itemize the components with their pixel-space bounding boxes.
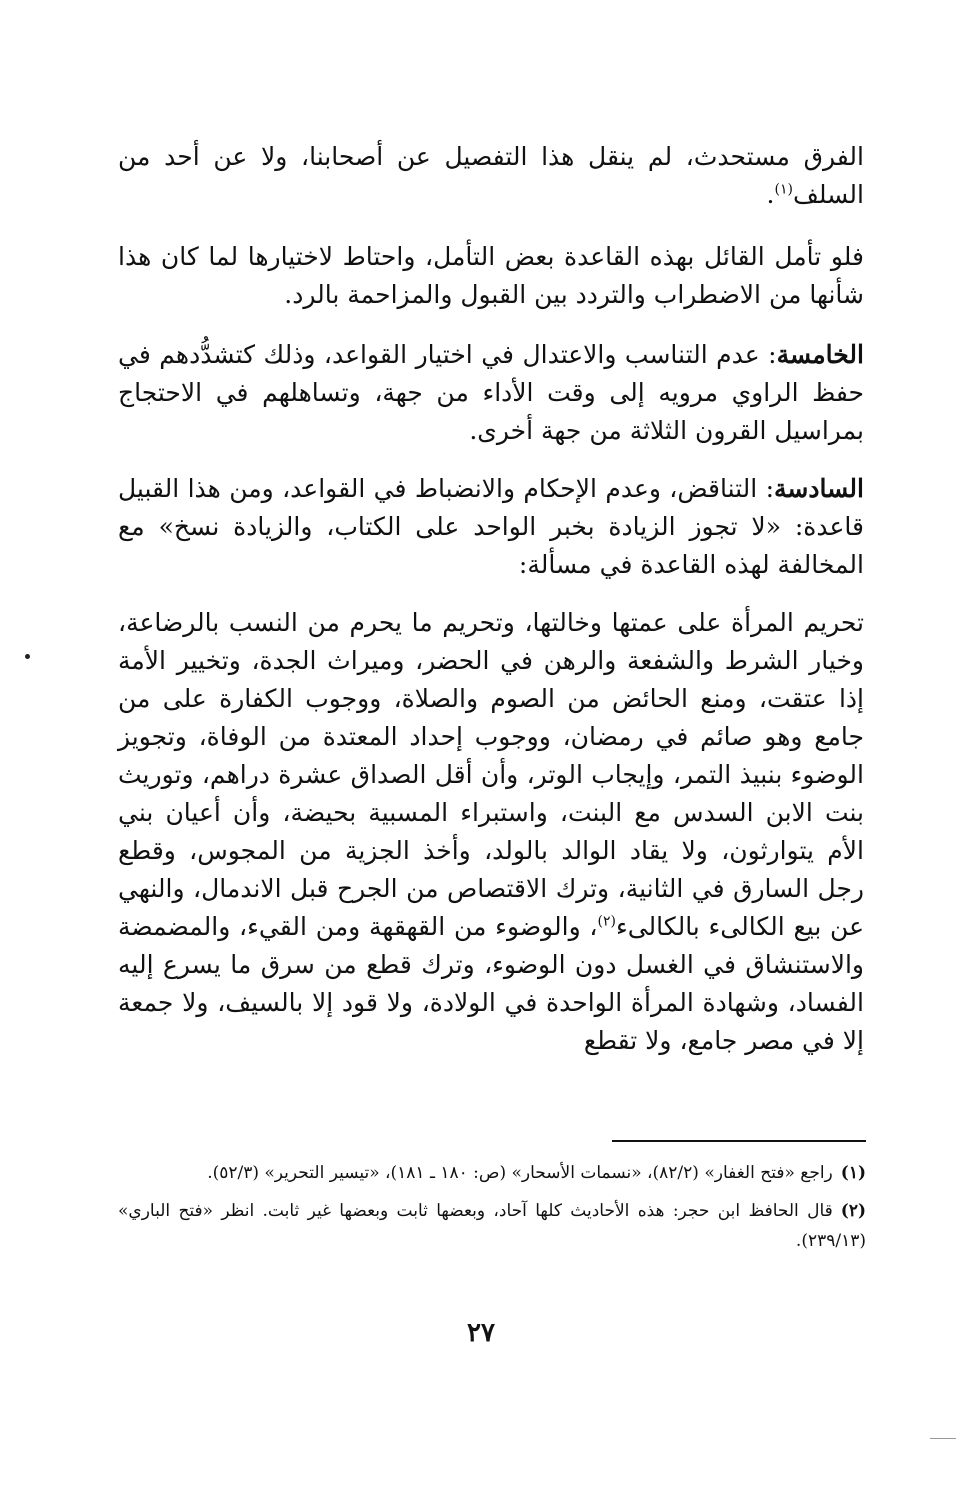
paragraph-list-text-a: تحريم المرأة على عمتها وخالتها، وتحريم ما يحرم من النسب بالرضاعة، وخيار الشرط والشفعة والرهن في الحضر، وميراث الجدة، وتخيير الأمة إذا عتقت، ومنع الحائض من الصوم والصلاة، ووجوب الكفارة على من جامع وهو صائم في رمضان، ووجوب إحداد المعتدة من الوفاة، وتجويز الوضوء بنبيذ التمر، وإيجاب الوتر، وأن أقل الصداق عشرة دراهم، وتوريث بنت الابن السدس مع البنت، واستبراء المسبية بحيضة، وأن أعيان بني الأم يتوارثون، ولا يقاد الوالد بالولد، وأخذ الجزية من المجوس، وقطع رجل السارق في الثانية، وترك الاقتصاص من الجرح قبل الاندمال، والنهي عن بيع الكالىء بالكالىء <box>118 608 864 941</box>
paragraph-sixth-text: : التناقض، وعدم الإحكام والانضباط في القواعد، ومن هذا القبيل قاعدة: «لا تجوز الزيادة بخبر الواحد على الكتاب، والزيادة نسخ» مع المخالفة لهذه القاعدة في مسألة: <box>118 474 864 579</box>
footnote-separator <box>612 1140 866 1142</box>
footnote-1-text: راجع «فتح الغفار» (٨٢/٢)، «نسمات الأسحار» (ص: ١٨٠ ـ ١٨١)، «تيسير التحرير» (٥٢/٣). <box>207 1163 833 1183</box>
heading-sixth: السادسة <box>774 474 864 503</box>
margin-dot <box>25 654 30 659</box>
paragraph-list-text-b: ، والوضوء من القهقهة ومن القيء، والمضمضة والاستنشاق في الغسل دون الوضوء، وترك قطع من سرق ما يسرع إليه الفساد، وشهادة المرأة الواحدة في الولادة، ولا قود إلا بالسيف، ولا جمعة إلا في مصر جامع، ولا تقطع <box>118 912 864 1055</box>
page-number: ٢٧ <box>467 1318 495 1348</box>
footnote-1-number: (١) <box>840 1163 866 1183</box>
paragraph-2: فلو تأمل القائل بهذه القاعدة بعض التأمل، واحتاط لاختيارها لما كان هذا شأنها من الاضطراب والتردد بين القبول والمزاحمة بالرد. <box>118 242 864 309</box>
footnote-ref-2[interactable]: (٢) <box>597 913 616 930</box>
footnotes <box>118 1158 866 1264</box>
paragraph-1 <box>118 138 864 214</box>
paragraph-fifth <box>118 336 864 450</box>
footnote-2-text: قال الحافظ ابن حجر: هذه الأحاديث كلها آحاد، وبعضها ثابت وبعضها غير ثابت. انظر «فتح الباري» (٢٣٩/١٣). <box>118 1201 866 1251</box>
footnote-2-number: (٢) <box>840 1201 866 1221</box>
heading-fifth: الخامسة <box>776 340 864 369</box>
paragraph-sixth <box>118 470 864 584</box>
main-text <box>118 138 864 1080</box>
footnote-2 <box>118 1196 866 1256</box>
footnote-1 <box>118 1158 866 1188</box>
paragraph-1-end: . <box>766 180 775 209</box>
paragraph-list <box>118 604 864 1060</box>
scan-mark <box>930 1438 956 1439</box>
paragraph-fifth-text: : عدم التناسب والاعتدال في اختيار القواعد، وذلك كتشدُّدهم في حفظ الراوي مرويه إلى وقت الأداء من جهة، وتساهلهم في الاحتجاج بمراسيل القرون الثلاثة من جهة أخرى. <box>118 340 864 445</box>
paragraph-1-text: الفرق مستحدث، لم ينقل هذا التفصيل عن أصحابنا، ولا عن أحد من السلف <box>118 142 864 209</box>
footnote-ref-1[interactable]: (١) <box>774 181 793 198</box>
